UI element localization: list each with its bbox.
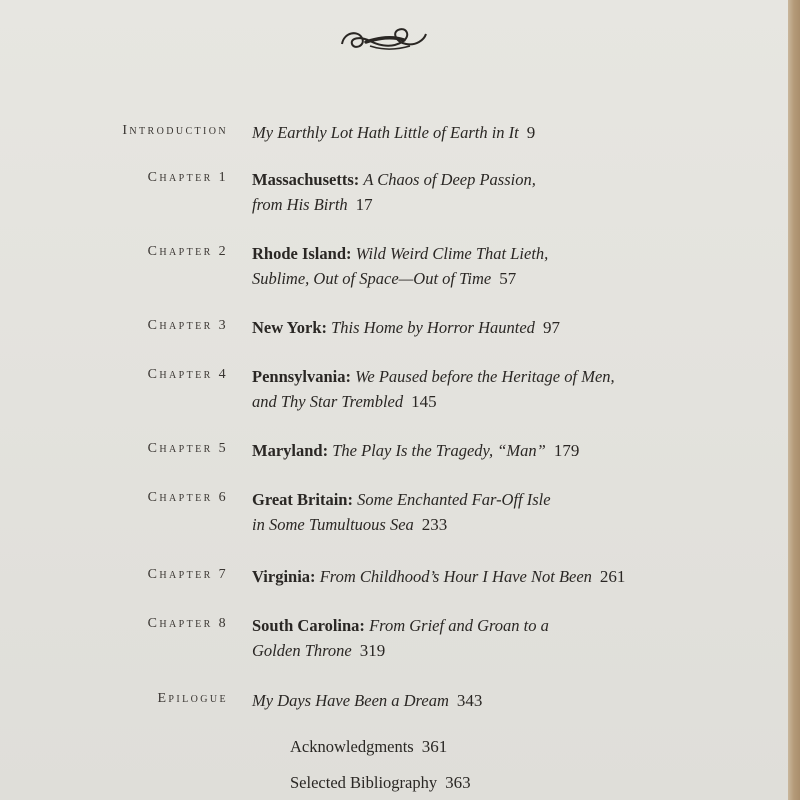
chapter-entry xyxy=(252,564,692,589)
chapter-label: Chapter 1 xyxy=(147,170,228,185)
chapter-place: South Carolina: xyxy=(252,616,365,635)
chapter-subtitle: From Grief and Groan to a xyxy=(369,616,549,635)
page-number: 9 xyxy=(526,123,536,142)
chapter-label: Chapter 8 xyxy=(147,616,228,631)
page-number: 179 xyxy=(553,441,580,460)
page-number: 319 xyxy=(359,641,386,660)
toc-bibliography xyxy=(290,773,471,793)
chapter-subtitle: Wild Weird Clime That Lieth, xyxy=(355,244,549,263)
chapter-entry xyxy=(252,613,692,663)
chapter-subtitle-cont: and Thy Star Trembled xyxy=(252,392,404,411)
page-edge xyxy=(788,0,800,800)
chapter-place: Virginia: xyxy=(252,567,316,586)
chapter-place: Pennsylvania: xyxy=(252,367,352,386)
page-number: 363 xyxy=(445,773,471,792)
chapter-subtitle: From Childhood’s Hour I Have Not Been xyxy=(319,567,592,586)
chapter-entry xyxy=(252,315,692,340)
page-number: 361 xyxy=(421,737,448,756)
page-number: 57 xyxy=(499,269,517,288)
page-number: 17 xyxy=(355,195,373,214)
page-number: 97 xyxy=(542,318,560,337)
chapter-place: Great Britain: xyxy=(252,490,353,509)
chapter-subtitle-cont: Sublime, Out of Space—Out of Time xyxy=(252,269,492,288)
page-number: 343 xyxy=(456,691,483,710)
chapter-label: Chapter 4 xyxy=(147,367,228,382)
chapter-subtitle-cont: from His Birth xyxy=(252,195,348,214)
chapter-entry xyxy=(252,487,692,537)
section-label: Epilogue xyxy=(157,691,228,706)
chapter-entry xyxy=(252,438,692,463)
chapter-place: Massachusetts: xyxy=(252,170,360,189)
page-number: 261 xyxy=(599,567,626,586)
toc-acknowledgments xyxy=(290,737,447,757)
chapter-place: New York: xyxy=(252,318,327,337)
chapter-label: Chapter 2 xyxy=(147,244,228,259)
chapter-subtitle: We Paused before the Heritage of Men, xyxy=(355,367,615,386)
chapter-label: Chapter 3 xyxy=(147,318,228,333)
chapter-label: Chapter 7 xyxy=(147,567,228,582)
section-entry xyxy=(252,688,692,713)
chapter-place: Maryland: xyxy=(252,441,329,460)
chapter-label: Chapter 5 xyxy=(147,441,228,456)
section-subtitle: My Earthly Lot Hath Little of Earth in It xyxy=(252,123,519,142)
back-matter-title: Selected Bibliography xyxy=(290,773,438,792)
chapter-subtitle-cont: in Some Tumultuous Sea xyxy=(252,515,414,534)
page-number: 233 xyxy=(421,515,448,534)
chapter-subtitle: A Chaos of Deep Passion, xyxy=(363,170,536,189)
chapter-entry xyxy=(252,241,692,291)
chapter-subtitle: This Home by Horror Haunted xyxy=(331,318,535,337)
section-label: Introduction xyxy=(122,123,228,138)
chapter-label: Chapter 6 xyxy=(147,490,228,505)
back-matter-title: Acknowledgments xyxy=(290,737,414,756)
section-subtitle: My Days Have Been a Dream xyxy=(252,691,449,710)
chapter-place: Rhode Island: xyxy=(252,244,352,263)
page-number: 145 xyxy=(411,392,437,411)
chapter-subtitle: The Play Is the Tragedy, “Man” xyxy=(332,441,546,460)
chapter-entry xyxy=(252,364,692,414)
flourish-ornament-icon xyxy=(336,14,432,60)
chapter-entry xyxy=(252,167,692,217)
section-entry xyxy=(252,120,692,145)
chapter-subtitle: Some Enchanted Far-Off Isle xyxy=(357,490,551,509)
chapter-subtitle-cont: Golden Throne xyxy=(252,641,352,660)
